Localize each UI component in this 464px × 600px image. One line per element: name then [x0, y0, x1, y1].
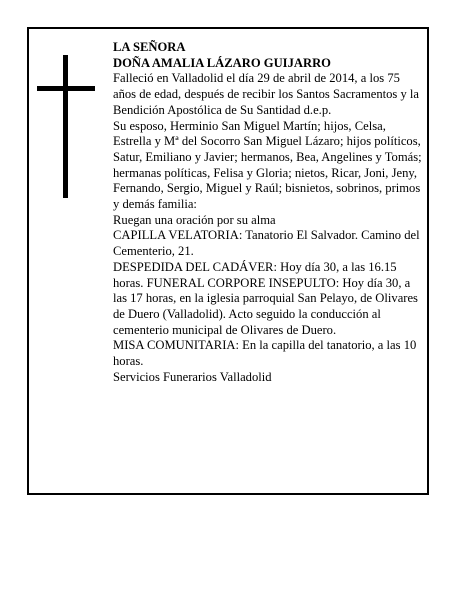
death-announcement: Falleció en Valladolid el día 29 de abril de 2014, a los 75 años de edad, después de recibir los Santos Sacramentos y la Bendición Apostólica de Su Santidad d.e.p.	[113, 71, 420, 117]
community-mass: MISA COMUNITARIA: En la capilla del tanatorio, a las 10 horas.	[113, 338, 417, 369]
deceased-name: DOÑA AMALIA LÁZARO GUIJARRO	[113, 55, 331, 70]
family-list: Su esposo, Herminio San Miguel Martín; hijos, Celsa, Estrella y Mª del Socorro San Miguel Lázaro; hijos políticos, Satur, Emiliano y Javier; hermanos, Bea, Angelines y Tomás; hermanas políticas, Felisa y Gloria; nietos, Ricar, Joni, Jeny, Fernando, Sergio, Miguel y Raúl; bisnietos, sobrinos, primos y demás familia:	[113, 118, 422, 212]
funeral-details: DESPEDIDA DEL CADÁVER: Hoy día 30, a las 16.15 horas. FUNERAL CORPORE INSEPULTO: Hoy día 30, a las 17 horas, en la iglesia parroquial San Pelayo, de Olivares de Duero (Valladolid). Acto seguido la conducción al cementerio municipal de Olivares de Duero.	[113, 259, 418, 337]
cross-icon-crossbar	[37, 86, 95, 91]
obituary-text	[113, 40, 425, 385]
heading-title: LA SEÑORA	[113, 40, 186, 54]
cross-icon	[63, 55, 68, 198]
prayer-request: Ruegan una oración por su alma	[113, 212, 276, 227]
wake-chapel: CAPILLA VELATORIA: Tanatorio El Salvador. Camino del Cementerio, 21.	[113, 228, 420, 259]
funeral-service-provider: Servicios Funerarios Valladolid	[113, 369, 272, 384]
